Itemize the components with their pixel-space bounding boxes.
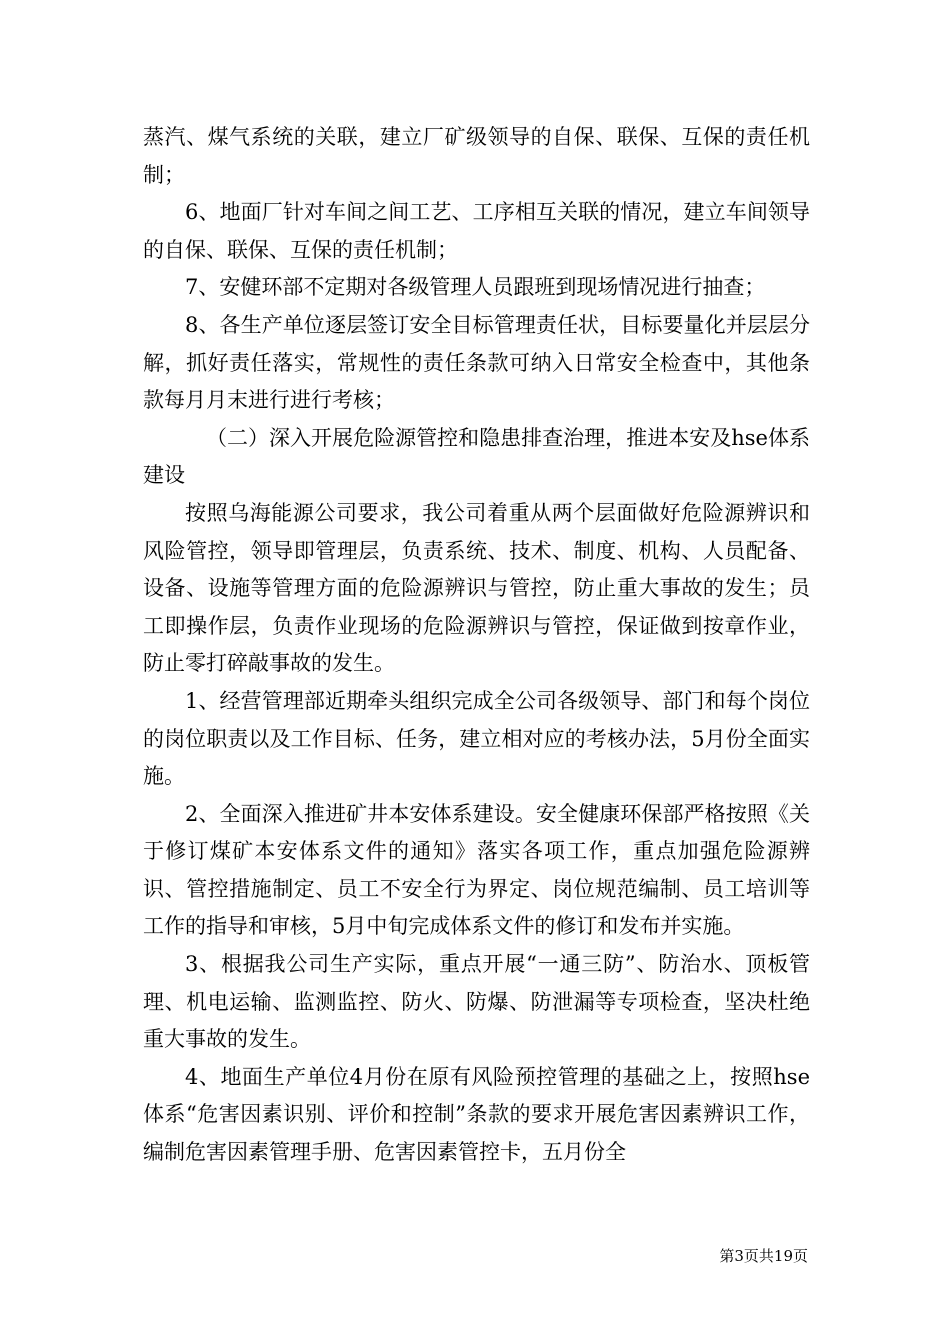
paragraph-item-4: 4、地面生产单位4月份在原有风险预控管理的基础之上，按照hse体系“危害因素识别、评价和控制”条款的要求开展危害因素辨识工作，编制危害因素管理手册、危害因素管控卡，五月份全 (143, 1064, 810, 1165)
section-heading-2: （二）深入开展危险源管控和隐患排查治理，推进本安及hse体系建设 (143, 425, 810, 488)
paragraph-item-3: 3、根据我公司生产实际，重点开展“一通三防”、防治水、顶板管理、机电运输、监测监控、防火、防爆、防泄漏等专项检查，坚决杜绝重大事故的发生。 (143, 952, 810, 1052)
paragraph-item-7: 7、安健环部不定期对各级管理人员跟班到现场情况进行抽查； (185, 275, 766, 300)
paragraph-item-8: 8、各生产单位逐层签订安全目标管理责任状，目标要量化并层层分解，抓好责任落实，常规性的责任条款可纳入日常安全检查中，其他条款每月月末进行进行考核； (143, 312, 810, 413)
document-body (143, 119, 810, 1172)
page-number: 第3页共19页 (719, 1247, 808, 1265)
paragraph-item-1: 1、经营管理部近期牵头组织完成全公司各级领导、部门和每个岗位的岗位职责以及工作目标、任务，建立相对应的考核办法，5月份全面实施。 (143, 688, 810, 789)
paragraph-continuation: 蒸汽、煤气系统的关联，建立厂矿级领导的自保、联保、互保的责任机制； (143, 125, 810, 187)
paragraph-item-6: 6、地面厂针对车间之间工艺、工序相互关联的情况，建立车间领导的自保、联保、互保的责任机制； (143, 200, 810, 262)
page-footer (0, 1246, 950, 1266)
paragraph-intro: 按照乌海能源公司要求，我公司着重从两个层面做好危险源辨识和风险管控，领导即管理层，负责系统、技术、制度、机构、人员配备、设备、设施等管理方面的危险源辨识与管控，防止重大事故的发生；员工即操作层，负责作业现场的危险源辨识与管控，保证做到按章作业，防止零打碎敲事故的发生。 (143, 500, 810, 676)
paragraph-item-2: 2、全面深入推进矿井本安体系建设。安全健康环保部严格按照《关于修订煤矿本安体系文件的通知》落实各项工作，重点加强危险源辨识、管控措施制定、员工不安全行为界定、岗位规范编制、员工培训等工作的指导和审核，5月中旬完成体系文件的修订和发布并实施。 (143, 801, 810, 939)
